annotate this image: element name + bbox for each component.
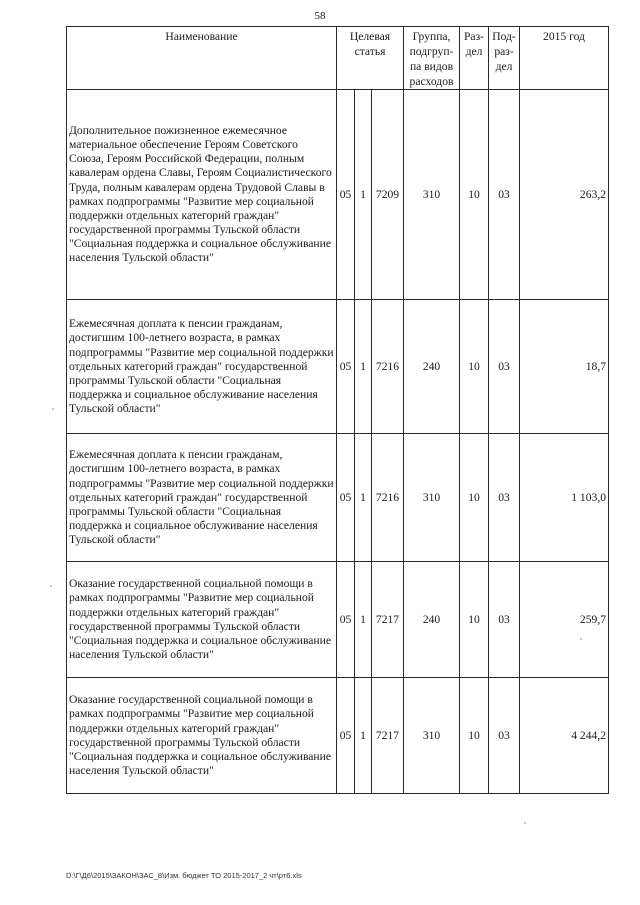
expense-group-code: 310 xyxy=(404,678,460,794)
target-subprogram-code: 1 xyxy=(355,300,372,434)
amount-2015: 263,2 xyxy=(520,90,609,300)
subsection-code: 03 xyxy=(489,90,520,300)
scan-speck xyxy=(52,408,54,410)
amount-2015: 4 244,2 xyxy=(520,678,609,794)
header-row xyxy=(67,27,609,90)
expense-group-code: 310 xyxy=(404,90,460,300)
scan-speck xyxy=(50,585,52,587)
row-name: Оказание государственной социальной помощи в рамках подпрограммы "Развитие мер социальной поддержки отдельных категорий граждан" государственной программы Тульской области "Социальная поддержка и социальное обслуживание населения Тульской области" xyxy=(67,562,337,678)
budget-table xyxy=(66,26,609,794)
target-direction-code: 7216 xyxy=(372,434,404,562)
scan-speck xyxy=(524,822,526,824)
page-number: 58 xyxy=(314,10,326,22)
target-program-code: 05 xyxy=(337,562,355,678)
target-direction-code: 7217 xyxy=(372,678,404,794)
section-code: 10 xyxy=(460,678,489,794)
table-row xyxy=(67,434,609,562)
expense-group-code: 240 xyxy=(404,300,460,434)
target-program-code: 05 xyxy=(337,300,355,434)
amount-2015: 18,7 xyxy=(520,300,609,434)
row-name: Ежемесячная доплата к пенсии гражданам, достигшим 100-летнего возраста, в рамках подпрограммы "Развитие мер социальной поддержки отдельных категорий граждан" государственной программы Тульской области "Социальная поддержка и социальное обслуживание населения Тульской области" xyxy=(67,434,337,562)
target-subprogram-code: 1 xyxy=(355,90,372,300)
target-program-code: 05 xyxy=(337,434,355,562)
header-target: Целевая статья xyxy=(337,27,404,90)
header-name: Наименование xyxy=(67,27,337,90)
scan-speck xyxy=(580,638,582,640)
target-subprogram-code: 1 xyxy=(355,562,372,678)
table-row xyxy=(67,562,609,678)
row-name: Дополнительное пожизненное ежемесячное материальное обеспечение Героям Советского Союза, Героям Российской Федерации, полным кавалерам ордена Славы, Героям Социалистического Труда, полным кавалерам ордена Трудовой Славы в рамках подпрограммы "Развитие мер социальной поддержки отдельных категорий граждан" государственной программы Тульской области "Социальная поддержка и социальное обслуживание населения Тульской области" xyxy=(67,90,337,300)
target-program-code: 05 xyxy=(337,90,355,300)
row-name: Ежемесячная доплата к пенсии гражданам, достигшим 100-летнего возраста, в рамках подпрограммы "Развитие мер социальной поддержки отдельных категорий граждан" государственной программы Тульской области "Социальная поддержка и социальное обслуживание населения Тульской области" xyxy=(67,300,337,434)
section-code: 10 xyxy=(460,90,489,300)
header-section: Раз-дел xyxy=(460,27,489,90)
amount-2015: 1 103,0 xyxy=(520,434,609,562)
row-name: Оказание государственной социальной помощи в рамках подпрограммы "Развитие мер социальной поддержки отдельных категорий граждан" государственной программы Тульской области "Социальная поддержка и социальное обслуживание населения Тульской области" xyxy=(67,678,337,794)
target-subprogram-code: 1 xyxy=(355,678,372,794)
section-code: 10 xyxy=(460,562,489,678)
section-code: 10 xyxy=(460,434,489,562)
subsection-code: 03 xyxy=(489,300,520,434)
target-subprogram-code: 1 xyxy=(355,434,372,562)
file-path-footer: D:\Г\Д6\2015\ЗАКОН\ЗАС_8\Изм. бюджет ТО 2015-2017_2 чт\рт6.xls xyxy=(66,871,302,880)
expense-group-code: 240 xyxy=(404,562,460,678)
target-direction-code: 7209 xyxy=(372,90,404,300)
amount-2015: 259,7 xyxy=(520,562,609,678)
target-program-code: 05 xyxy=(337,678,355,794)
subsection-code: 03 xyxy=(489,434,520,562)
table-row xyxy=(67,300,609,434)
target-direction-code: 7216 xyxy=(372,300,404,434)
table-row xyxy=(67,90,609,300)
header-group: Группа, подгруп-па видов расходов xyxy=(404,27,460,90)
expense-group-code: 310 xyxy=(404,434,460,562)
header-subsection: Под-раз-дел xyxy=(489,27,520,90)
header-year: 2015 год xyxy=(520,27,609,90)
subsection-code: 03 xyxy=(489,562,520,678)
subsection-code: 03 xyxy=(489,678,520,794)
table-row xyxy=(67,678,609,794)
target-direction-code: 7217 xyxy=(372,562,404,678)
section-code: 10 xyxy=(460,300,489,434)
